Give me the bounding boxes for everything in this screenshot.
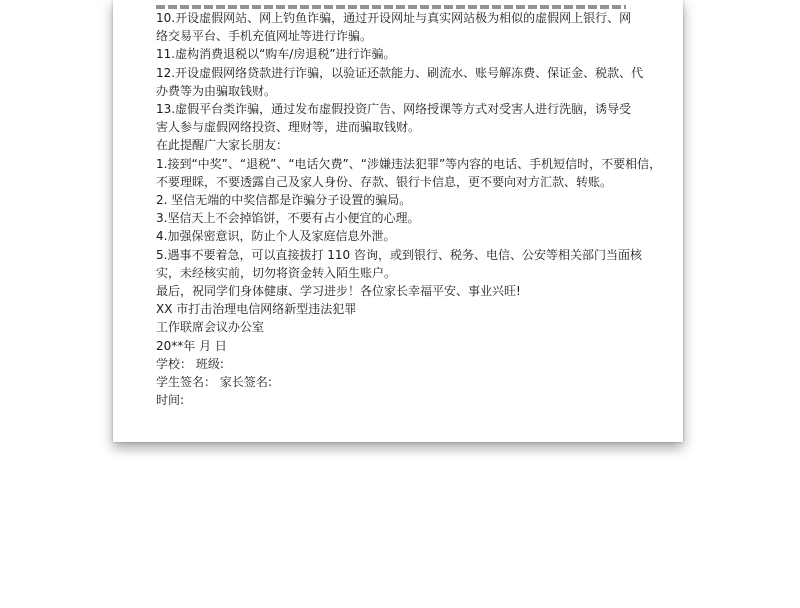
- text-line: 2. 坚信无端的中奖信都是诈骗分子设置的骗局。: [156, 193, 412, 208]
- text-line: 1.接到“中奖”、“退税”、“电话欠费”、“涉嫌违法犯罪”等内容的电话、手机短信时，不要相信，: [156, 156, 662, 171]
- document-page: [113, 0, 683, 442]
- text-line: 10.开设虚假网站、网上钓鱼诈骗，通过开设网址与真实网站极为相似的虚假网上银行、网: [156, 11, 632, 25]
- text-line: 5.遇事不要着急，可以直接拔打 110 咨询，或到银行、税务、电信、公安等相关部门当面核: [156, 247, 642, 262]
- text-line: 实，未经核实前，切勿将资金转入陌生账户。: [156, 265, 397, 280]
- text-line: 不要理睬，不要透露自己及家人身份、存款、银行卡信息，更不要向对方汇款、转账。: [156, 174, 613, 189]
- signature-office-line: 工作联席会议办公室: [156, 320, 265, 335]
- text-line: 最后，祝同学们身体健康、学习进步！各位家长幸福平安、事业兴旺!: [156, 284, 521, 299]
- document-body: [156, 0, 662, 409]
- text-line: 在此提醒广大家长朋友：: [156, 138, 289, 153]
- text-line: 3.坚信天上不会掉馅饼，不要有占小便宜的心理。: [156, 211, 420, 226]
- time-line: 时间:: [156, 393, 185, 408]
- text-line: 络交易平台、手机充值网址等进行诈骗。: [156, 29, 373, 44]
- cropped-top-line: [156, 0, 656, 9]
- school-class-line: 学校： 班级:: [156, 356, 224, 371]
- text-line: 办费等为由骗取钱财。: [156, 83, 277, 98]
- text-line: 12.开设虚假网络贷款进行诈骗，以验证还款能力、刷流水、账号解冻费、保证金、税款、代: [156, 65, 644, 80]
- text-line: 13.虚假平台类诈骗，通过发布虚假投资广告、网络授课等方式对受害人进行洗脑，诱导受: [156, 102, 632, 117]
- text-line: 4.加强保密意识，防止个人及家庭信息外泄。: [156, 229, 396, 244]
- signature-fields-line: 学生签名： 家长签名:: [156, 375, 272, 390]
- text-line: 11.虚构消费退税以“购车/房退税”进行诈骗。: [156, 47, 396, 62]
- signature-org-line: XX 市打击治理电信网络新型违法犯罪: [156, 302, 357, 317]
- date-line: 20**年 月 日: [156, 338, 227, 353]
- text-line: 害人参与虚假网络投资、理财等，进而骗取钱财。: [156, 120, 421, 135]
